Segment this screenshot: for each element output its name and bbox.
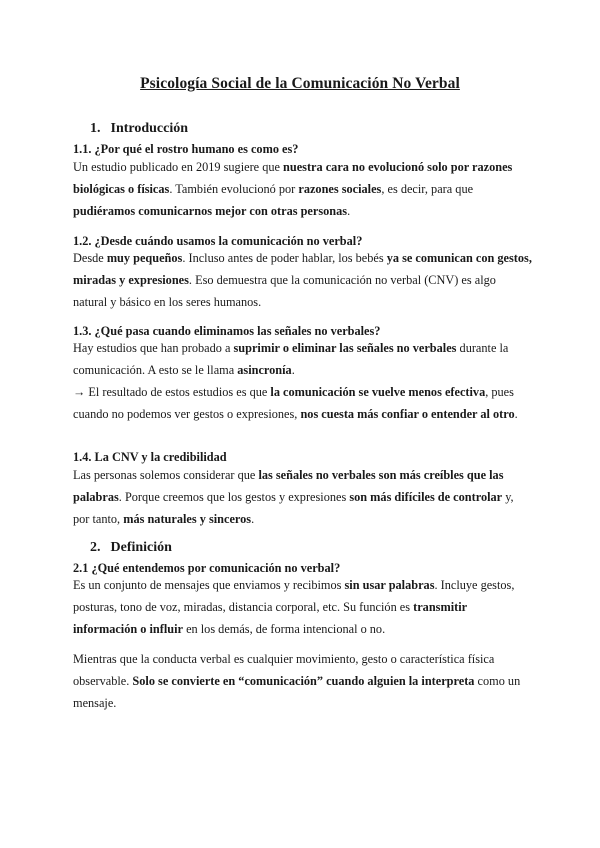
subsection-1-2-heading: 1.2. ¿Desde cuándo usamos la comunicación no verbal? [73,234,363,248]
arrow-icon: → [73,385,86,399]
subsection-1-4-heading: 1.4. La CNV y la credibilidad [73,450,227,464]
subsection-1-1-heading: 1.1. ¿Por qué el rostro humano es como es? [73,142,299,156]
subsection-2-1-heading: 2.1 ¿Qué entendemos por comunicación no verbal? [73,561,341,575]
subsection-2-1-paragraph-2: Mientras que la conducta verbal es cualquier movimiento, gesto o característica física observable. Solo se convierte en “comunicación” cuando alguien la interpreta como un mensaje. [73,652,521,710]
document-title: Psicología Social de la Comunicación No Verbal [140,75,460,92]
section-2-title: Definición [110,540,172,555]
subsection-1-1-paragraph: Un estudio publicado en 2019 sugiere que nuestra cara no evolucionó solo por razones biológicas o físicas. También evolucionó por razones sociales, es decir, para que pudiéramos comunicarnos mejor con otras personas. [73,160,513,218]
section-2-number: 2. [90,540,101,555]
subsection-1-3-heading: 1.3. ¿Qué pasa cuando eliminamos las señales no verbales? [73,324,381,338]
subsection-2-1-paragraph: Es un conjunto de mensajes que enviamos y recibimos sin usar palabras. Incluye gestos, posturas, tono de voz, miradas, distancia corporal, etc. Su función es transmitir información o influir en los demás, de forma intencional o no. [73,578,515,636]
section-1-number: 1. [90,121,101,136]
section-2-heading [90,540,172,556]
subsection-1-3-paragraph: Hay estudios que han probado a suprimir o eliminar las señales no verbales durante la comunicación. A esto se le llama asincronía. → El resultado de estos estudios es que la comunicación se vuelve menos efectiva, pues cuando no podemos ver gestos o expresiones, nos cuesta más confiar o entender al otro. [73,341,518,421]
subsection-1-4-paragraph: Las personas solemos considerar que las señales no verbales son más creíbles que las palabras. Porque creemos que los gestos y expresiones son más difíciles de controlar y, por tanto, más naturales y sinceros. [73,468,514,526]
subsection-1-2-paragraph: Desde muy pequeños. Incluso antes de poder hablar, los bebés ya se comunican con gestos, miradas y expresiones. Eso demuestra que la comunicación no verbal (CNV) es algo natural y básico en los seres humanos. [73,251,532,309]
section-1-heading [90,121,188,137]
section-1-title: Introducción [110,121,189,136]
